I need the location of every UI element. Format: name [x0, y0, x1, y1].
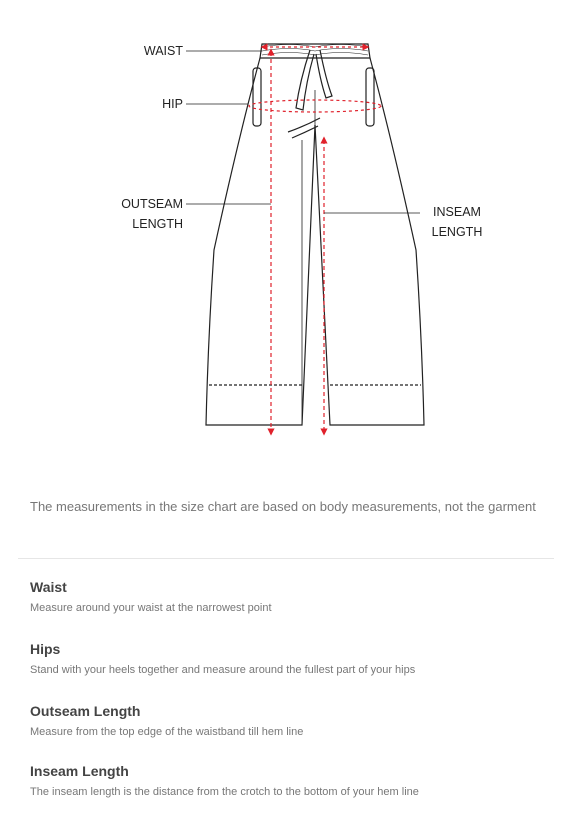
- section-description: Measure from the top edge of the waistband till hem line: [30, 726, 304, 738]
- section-waist: [30, 578, 560, 615]
- intro-text: The measurements in the size chart are based on body measurements, not the garment: [30, 499, 536, 514]
- divider: [18, 558, 554, 559]
- label-waist: WAIST: [143, 44, 183, 58]
- section-outseam: [30, 702, 560, 739]
- label-hip: HIP: [162, 97, 183, 111]
- section-title: Waist: [30, 579, 67, 595]
- label-inseam-2: LENGTH: [431, 225, 483, 239]
- section-description: Measure around your waist at the narrowest point: [30, 602, 272, 614]
- section-description: Stand with your heels together and measure around the fullest part of your hips: [30, 664, 416, 676]
- label-inseam-1: INSEAM: [433, 205, 481, 219]
- section-title: Outseam Length: [30, 703, 141, 719]
- label-outseam-1: OUTSEAM: [121, 197, 183, 211]
- section-title: Inseam Length: [30, 763, 129, 779]
- pants-outline: [206, 44, 424, 425]
- section-hips: [30, 640, 560, 677]
- label-outseam-2: LENGTH: [132, 217, 183, 231]
- section-title: Hips: [30, 641, 61, 657]
- section-inseam: [30, 762, 560, 799]
- section-description: The inseam length is the distance from the crotch to the bottom of your hem line: [30, 786, 419, 798]
